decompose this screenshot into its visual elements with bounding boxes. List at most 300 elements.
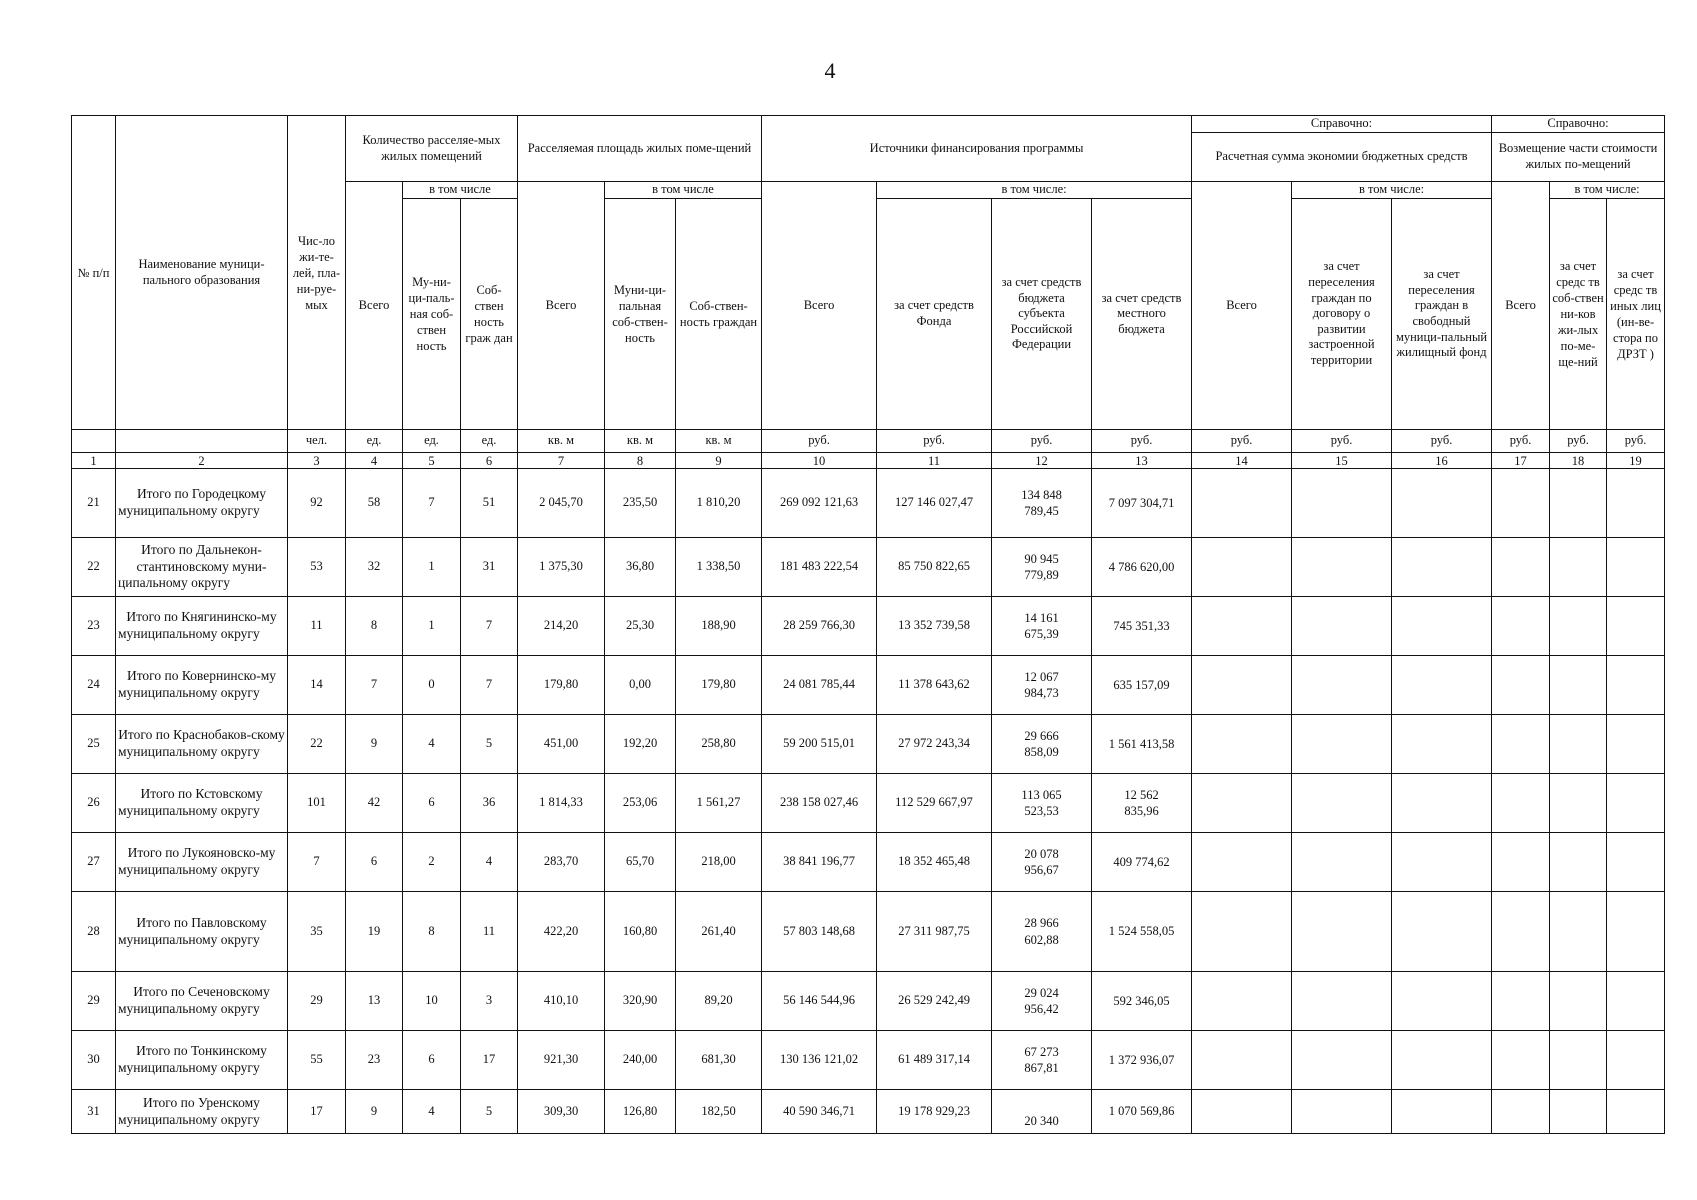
subject-budget-cell-line-1: 134 848	[1021, 487, 1062, 502]
count-cit-cell: 5	[461, 1090, 518, 1134]
table-row	[72, 597, 1665, 656]
empty-reference-cell	[1392, 597, 1492, 656]
fund-cell: 85 750 822,65	[877, 538, 992, 597]
empty-reference-cell	[1607, 1031, 1665, 1090]
empty-reference-cell	[1192, 538, 1292, 597]
table-row	[72, 972, 1665, 1031]
unit-cell: кв. м	[676, 430, 762, 453]
empty-reference-cell	[1192, 892, 1292, 972]
empty-reference-cell	[1292, 715, 1392, 774]
count-mun-cell: 2	[403, 833, 461, 892]
residents-cell: 17	[288, 1090, 346, 1134]
row-number-cell: 24	[72, 656, 116, 715]
subject-budget-cell	[992, 715, 1092, 774]
row-number-cell: 30	[72, 1031, 116, 1090]
area-cit-cell: 1 561,27	[676, 774, 762, 833]
local-budget-cell	[1092, 715, 1192, 774]
column-number-cell: 8	[605, 453, 676, 469]
subject-budget-cell-line-1: 12 067	[1024, 669, 1059, 684]
subject-budget-cell-line-2: 675,39	[1024, 627, 1059, 641]
count-cit-cell: 7	[461, 656, 518, 715]
header-free-fund: за счет переселения граждан в свободный муници-пальный жилищный фонд	[1392, 199, 1492, 430]
empty-reference-cell	[1192, 833, 1292, 892]
table-row	[72, 774, 1665, 833]
subject-budget-cell	[992, 774, 1092, 833]
empty-reference-cell	[1492, 715, 1550, 774]
area-mun-cell: 320,90	[605, 972, 676, 1031]
table-row	[72, 833, 1665, 892]
local-budget-cell	[1092, 972, 1192, 1031]
empty-reference-cell	[1492, 1031, 1550, 1090]
subject-budget-cell-line-2: 956,42	[1024, 1002, 1059, 1016]
subject-budget-cell	[992, 469, 1092, 538]
fund-cell: 18 352 465,48	[877, 833, 992, 892]
area-total-cell: 214,20	[518, 597, 605, 656]
local-budget-cell-line-1: 1 372 936,07	[1108, 1052, 1175, 1067]
area-total-cell: 179,80	[518, 656, 605, 715]
column-numbers-row	[72, 453, 1665, 469]
header-compensation-title: Возмещение части стоимости жилых по-мещений	[1492, 133, 1665, 182]
header-financing-group: Источники финансирования программы	[762, 116, 1192, 182]
count-total-cell: 23	[346, 1031, 403, 1090]
empty-reference-cell	[1292, 972, 1392, 1031]
municipality-name-cell: Итого по Сеченовскому муниципальному округу	[116, 972, 288, 1031]
unit-cell: руб.	[762, 430, 877, 453]
table-row	[72, 1031, 1665, 1090]
header-count-incl: в том числе	[403, 182, 518, 199]
empty-reference-cell	[1607, 656, 1665, 715]
area-total-cell: 1 375,30	[518, 538, 605, 597]
local-budget-cell	[1092, 469, 1192, 538]
empty-reference-cell	[1392, 833, 1492, 892]
table-row	[72, 1090, 1665, 1134]
subject-budget-cell-line-1: 29 024	[1024, 985, 1059, 1000]
count-mun-cell: 6	[403, 774, 461, 833]
unit-cell: руб.	[1192, 430, 1292, 453]
empty-reference-cell	[1492, 597, 1550, 656]
column-number-cell: 4	[346, 453, 403, 469]
subject-budget-cell-line-2: 789,45	[1024, 504, 1059, 518]
residents-cell: 35	[288, 892, 346, 972]
program-table	[71, 115, 1665, 1134]
header-area-group: Расселяемая площадь жилых поме-щений	[518, 116, 762, 182]
column-number-cell: 5	[403, 453, 461, 469]
empty-reference-cell	[1550, 715, 1607, 774]
header-count-group: Количество расселяе-мых жилых помещений	[346, 116, 518, 182]
residents-cell: 92	[288, 469, 346, 538]
fund-cell: 26 529 242,49	[877, 972, 992, 1031]
subject-budget-cell	[992, 597, 1092, 656]
empty-reference-cell	[1492, 892, 1550, 972]
header-reference-1: Справочно:	[1192, 116, 1492, 133]
fin-total-cell: 130 136 121,02	[762, 1031, 877, 1090]
fund-cell: 27 972 243,34	[877, 715, 992, 774]
subject-budget-cell-line-1: 29 666	[1024, 728, 1059, 743]
empty-reference-cell	[1492, 656, 1550, 715]
count-total-cell: 8	[346, 597, 403, 656]
empty-reference-cell	[1392, 656, 1492, 715]
local-budget-cell-line-1: 635 157,09	[1113, 677, 1170, 692]
area-mun-cell: 126,80	[605, 1090, 676, 1134]
count-total-cell: 42	[346, 774, 403, 833]
empty-reference-cell	[1492, 972, 1550, 1031]
empty-reference-cell	[1392, 715, 1492, 774]
column-number-cell: 9	[676, 453, 762, 469]
area-cit-cell: 188,90	[676, 597, 762, 656]
column-number-cell: 15	[1292, 453, 1392, 469]
subject-budget-cell-line-2: 779,89	[1024, 568, 1059, 582]
subject-budget-cell-line-1: 20 078	[1024, 846, 1059, 861]
empty-reference-cell	[1550, 1090, 1607, 1134]
empty-reference-cell	[1550, 972, 1607, 1031]
fin-total-cell: 57 803 148,68	[762, 892, 877, 972]
empty-reference-cell	[1192, 1031, 1292, 1090]
count-cit-cell: 4	[461, 833, 518, 892]
column-number-cell: 19	[1607, 453, 1665, 469]
empty-reference-cell	[1192, 774, 1292, 833]
subject-budget-cell-line-1: 90 945	[1024, 551, 1059, 566]
empty-reference-cell	[1550, 774, 1607, 833]
local-budget-cell-line-2: 835,96	[1124, 804, 1159, 818]
subject-budget-cell	[992, 538, 1092, 597]
row-number-cell: 26	[72, 774, 116, 833]
table-row	[72, 892, 1665, 972]
header-count-cit: Соб-ствен ность граж дан	[461, 199, 518, 430]
unit-cell: ед.	[346, 430, 403, 453]
header-count-mun: Му-ни-ци-паль-ная соб-ствен ность	[403, 199, 461, 430]
empty-reference-cell	[1607, 715, 1665, 774]
count-mun-cell: 4	[403, 715, 461, 774]
units-row	[72, 430, 1665, 453]
header-count-total: Всего	[346, 182, 403, 430]
count-total-cell: 32	[346, 538, 403, 597]
area-total-cell: 451,00	[518, 715, 605, 774]
empty-reference-cell	[1607, 892, 1665, 972]
row-number-cell: 31	[72, 1090, 116, 1134]
empty-reference-cell	[1550, 833, 1607, 892]
count-mun-cell: 6	[403, 1031, 461, 1090]
header-savings-incl: в том числе:	[1292, 182, 1492, 199]
empty-reference-cell	[1292, 656, 1392, 715]
subject-budget-cell-line-2: 984,73	[1024, 686, 1059, 700]
local-budget-cell-line-1: 7 097 304,71	[1108, 495, 1175, 510]
empty-reference-cell	[1392, 774, 1492, 833]
area-mun-cell: 253,06	[605, 774, 676, 833]
count-total-cell: 9	[346, 1090, 403, 1134]
empty-reference-cell	[1550, 892, 1607, 972]
count-total-cell: 9	[346, 715, 403, 774]
subject-budget-cell-line-1: 14 161	[1024, 610, 1059, 625]
count-total-cell: 13	[346, 972, 403, 1031]
local-budget-cell-line-1: 745 351,33	[1113, 618, 1170, 633]
residents-cell: 11	[288, 597, 346, 656]
table-row	[72, 469, 1665, 538]
municipality-name-cell: Итого по Дальнекон-стантиновскому муни-ципальному округу	[116, 538, 288, 597]
empty-reference-cell	[1550, 1031, 1607, 1090]
count-cit-cell: 17	[461, 1031, 518, 1090]
area-total-cell: 422,20	[518, 892, 605, 972]
local-budget-cell	[1092, 833, 1192, 892]
empty-reference-cell	[1607, 972, 1665, 1031]
header-savings-title: Расчетная сумма экономии бюджетных средств	[1192, 133, 1492, 182]
count-mun-cell: 4	[403, 1090, 461, 1134]
count-mun-cell: 10	[403, 972, 461, 1031]
header-name: Наименование муници-пального образования	[116, 116, 288, 430]
count-mun-cell: 8	[403, 892, 461, 972]
municipality-name-cell: Итого по Городецкому муниципальному округу	[116, 469, 288, 538]
residents-cell: 53	[288, 538, 346, 597]
area-mun-cell: 65,70	[605, 833, 676, 892]
row-number-cell: 29	[72, 972, 116, 1031]
unit-cell: ед.	[403, 430, 461, 453]
empty-reference-cell	[1192, 1090, 1292, 1134]
count-cit-cell: 31	[461, 538, 518, 597]
header-area-incl: в том числе	[605, 182, 762, 199]
local-budget-cell	[1092, 892, 1192, 972]
fund-cell: 61 489 317,14	[877, 1031, 992, 1090]
subject-budget-cell	[992, 892, 1092, 972]
row-number-cell: 25	[72, 715, 116, 774]
unit-cell: руб.	[877, 430, 992, 453]
column-number-cell: 17	[1492, 453, 1550, 469]
area-mun-cell: 240,00	[605, 1031, 676, 1090]
fin-total-cell: 24 081 785,44	[762, 656, 877, 715]
local-budget-cell-line-1: 592 346,05	[1113, 993, 1170, 1008]
header-local-budget: за счет средств местного бюджета	[1092, 199, 1192, 430]
unit-cell: чел.	[288, 430, 346, 453]
area-total-cell: 283,70	[518, 833, 605, 892]
count-cit-cell: 3	[461, 972, 518, 1031]
empty-reference-cell	[1492, 469, 1550, 538]
count-cit-cell: 36	[461, 774, 518, 833]
fin-total-cell: 38 841 196,77	[762, 833, 877, 892]
header-area-total: Всего	[518, 182, 605, 430]
empty-reference-cell	[1192, 656, 1292, 715]
empty-reference-cell	[1292, 833, 1392, 892]
header-reference-2: Справочно:	[1492, 116, 1665, 133]
column-number-cell: 18	[1550, 453, 1607, 469]
unit-cell: кв. м	[518, 430, 605, 453]
area-cit-cell: 1 810,20	[676, 469, 762, 538]
municipality-name-cell: Итого по Тонкинскому муниципальному округу	[116, 1031, 288, 1090]
header-residents: Чис-ло жи-те-лей, пла-ни-руе-мых	[288, 116, 346, 430]
empty-reference-cell	[1392, 1031, 1492, 1090]
fund-cell: 11 378 643,62	[877, 656, 992, 715]
fund-cell: 19 178 929,23	[877, 1090, 992, 1134]
column-number-cell: 6	[461, 453, 518, 469]
empty-reference-cell	[1492, 833, 1550, 892]
empty-reference-cell	[1192, 469, 1292, 538]
count-total-cell: 6	[346, 833, 403, 892]
local-budget-cell	[1092, 774, 1192, 833]
count-total-cell: 7	[346, 656, 403, 715]
column-number-cell: 16	[1392, 453, 1492, 469]
header-savings-total: Всего	[1192, 182, 1292, 430]
area-cit-cell: 218,00	[676, 833, 762, 892]
municipality-name-cell: Итого по Павловскому муниципальному округу	[116, 892, 288, 972]
fund-cell: 127 146 027,47	[877, 469, 992, 538]
unit-cell: руб.	[1292, 430, 1392, 453]
residents-cell: 14	[288, 656, 346, 715]
area-mun-cell: 160,80	[605, 892, 676, 972]
count-cit-cell: 51	[461, 469, 518, 538]
count-cit-cell: 5	[461, 715, 518, 774]
subject-budget-cell-line-2: 858,09	[1024, 745, 1059, 759]
fin-total-cell: 238 158 027,46	[762, 774, 877, 833]
count-cit-cell: 7	[461, 597, 518, 656]
empty-reference-cell	[1492, 538, 1550, 597]
empty-reference-cell	[1607, 538, 1665, 597]
area-total-cell: 921,30	[518, 1031, 605, 1090]
subject-budget-cell-line-2: 523,53	[1024, 804, 1059, 818]
subject-budget-cell	[992, 972, 1092, 1031]
empty-reference-cell	[1392, 892, 1492, 972]
subject-budget-cell	[992, 1090, 1092, 1134]
header-subject-budget: за счет средств бюджета субъекта Российской Федерации	[992, 199, 1092, 430]
table-row	[72, 656, 1665, 715]
local-budget-cell-line-1: 1 070 569,86	[1108, 1104, 1175, 1119]
subject-budget-cell-line-2: 867,81	[1024, 1061, 1059, 1075]
area-total-cell: 1 814,33	[518, 774, 605, 833]
header-num: № п/п	[72, 116, 116, 430]
empty-reference-cell	[1607, 833, 1665, 892]
fin-total-cell: 28 259 766,30	[762, 597, 877, 656]
header-dev-contract: за счет переселения граждан по договору о развитии застроенной территории	[1292, 199, 1392, 430]
empty-reference-cell	[1392, 538, 1492, 597]
fin-total-cell: 59 200 515,01	[762, 715, 877, 774]
row-number-cell: 22	[72, 538, 116, 597]
subject-budget-cell	[992, 1031, 1092, 1090]
fin-total-cell: 40 590 346,71	[762, 1090, 877, 1134]
column-number-cell: 10	[762, 453, 877, 469]
empty-reference-cell	[1550, 597, 1607, 656]
header-comp-total: Всего	[1492, 182, 1550, 430]
row-number-cell: 23	[72, 597, 116, 656]
header-fund: за счет средств Фонда	[877, 199, 992, 430]
empty-reference-cell	[1492, 774, 1550, 833]
empty-reference-cell	[1292, 469, 1392, 538]
municipality-name-cell: Итого по Краснобаков-скому муниципальному округу	[116, 715, 288, 774]
area-mun-cell: 235,50	[605, 469, 676, 538]
row-number-cell: 27	[72, 833, 116, 892]
area-cit-cell: 1 338,50	[676, 538, 762, 597]
local-budget-cell	[1092, 1031, 1192, 1090]
table-row	[72, 715, 1665, 774]
unit-cell: руб.	[1550, 430, 1607, 453]
municipality-name-cell: Итого по Лукояновско-му муниципальному округу	[116, 833, 288, 892]
empty-reference-cell	[1550, 538, 1607, 597]
area-cit-cell: 182,50	[676, 1090, 762, 1134]
empty-reference-cell	[1292, 1031, 1392, 1090]
unit-cell: кв. м	[605, 430, 676, 453]
subject-budget-cell-line-1: 113 065	[1021, 787, 1062, 802]
municipality-name-cell: Итого по Княгининско-му муниципальному округу	[116, 597, 288, 656]
local-budget-cell	[1092, 1090, 1192, 1134]
empty-reference-cell	[1492, 1090, 1550, 1134]
local-budget-cell	[1092, 656, 1192, 715]
area-cit-cell: 681,30	[676, 1031, 762, 1090]
unit-cell: руб.	[1492, 430, 1550, 453]
count-total-cell: 19	[346, 892, 403, 972]
subject-budget-cell	[992, 656, 1092, 715]
subject-budget-cell-line-2: 602,88	[1024, 932, 1059, 947]
area-mun-cell: 36,80	[605, 538, 676, 597]
local-budget-cell	[1092, 597, 1192, 656]
column-number-cell: 2	[116, 453, 288, 469]
area-cit-cell: 261,40	[676, 892, 762, 972]
municipality-name-cell: Итого по Уренскому муниципальному округу	[116, 1090, 288, 1134]
empty-reference-cell	[1392, 1090, 1492, 1134]
empty-reference-cell	[1607, 774, 1665, 833]
fin-total-cell: 269 092 121,63	[762, 469, 877, 538]
residents-cell: 29	[288, 972, 346, 1031]
header-other-funds: за счет средс тв иных лиц (ин-ве-стора по ДРЗТ )	[1607, 199, 1665, 430]
unit-cell: руб.	[992, 430, 1092, 453]
area-mun-cell: 0,00	[605, 656, 676, 715]
fund-cell: 112 529 667,97	[877, 774, 992, 833]
area-total-cell: 2 045,70	[518, 469, 605, 538]
local-budget-cell	[1092, 538, 1192, 597]
count-mun-cell: 0	[403, 656, 461, 715]
empty-reference-cell	[1550, 656, 1607, 715]
local-budget-cell-line-1: 1 561 413,58	[1108, 736, 1175, 751]
column-number-cell: 1	[72, 453, 116, 469]
subject-budget-cell	[992, 833, 1092, 892]
column-number-cell: 14	[1192, 453, 1292, 469]
empty-reference-cell	[1607, 597, 1665, 656]
residents-cell: 55	[288, 1031, 346, 1090]
area-cit-cell: 89,20	[676, 972, 762, 1031]
fund-cell: 27 311 987,75	[877, 892, 992, 972]
count-cit-cell: 11	[461, 892, 518, 972]
unit-cell: руб.	[1607, 430, 1665, 453]
count-mun-cell: 1	[403, 538, 461, 597]
local-budget-cell-line-1: 1 524 558,05	[1108, 924, 1175, 939]
empty-reference-cell	[1292, 1090, 1392, 1134]
header-area-mun: Муни-ци-пальная соб-ствен-ность	[605, 199, 676, 430]
row-number-cell: 21	[72, 469, 116, 538]
subject-budget-cell-line-1: 28 966	[1024, 916, 1059, 931]
empty-reference-cell	[1607, 1090, 1665, 1134]
empty-reference-cell	[1292, 538, 1392, 597]
municipality-name-cell: Итого по Кстовскому муниципальному округу	[116, 774, 288, 833]
unit-cell: руб.	[1392, 430, 1492, 453]
empty-reference-cell	[1392, 972, 1492, 1031]
header-comp-incl: в том числе:	[1550, 182, 1665, 199]
unit-cell: ед.	[461, 430, 518, 453]
area-cit-cell: 258,80	[676, 715, 762, 774]
column-number-cell: 12	[992, 453, 1092, 469]
area-cit-cell: 179,80	[676, 656, 762, 715]
count-mun-cell: 1	[403, 597, 461, 656]
residents-cell: 101	[288, 774, 346, 833]
column-number-cell: 13	[1092, 453, 1192, 469]
header-owners-funds: за счет средс тв соб-ствен ни-ков жи-лых по-ме-ще-ний	[1550, 199, 1607, 430]
fund-cell: 13 352 739,58	[877, 597, 992, 656]
row-number-cell: 28	[72, 892, 116, 972]
area-mun-cell: 25,30	[605, 597, 676, 656]
subject-budget-cell-line-1: 20 340	[1024, 1113, 1059, 1128]
empty-reference-cell	[1392, 469, 1492, 538]
units-spacer	[72, 430, 116, 453]
column-number-cell: 11	[877, 453, 992, 469]
count-total-cell: 58	[346, 469, 403, 538]
count-mun-cell: 7	[403, 469, 461, 538]
municipality-name-cell: Итого по Ковернинско-му муниципальному округу	[116, 656, 288, 715]
area-total-cell: 410,10	[518, 972, 605, 1031]
header-fin-total: Всего	[762, 182, 877, 430]
fin-total-cell: 56 146 544,96	[762, 972, 877, 1031]
